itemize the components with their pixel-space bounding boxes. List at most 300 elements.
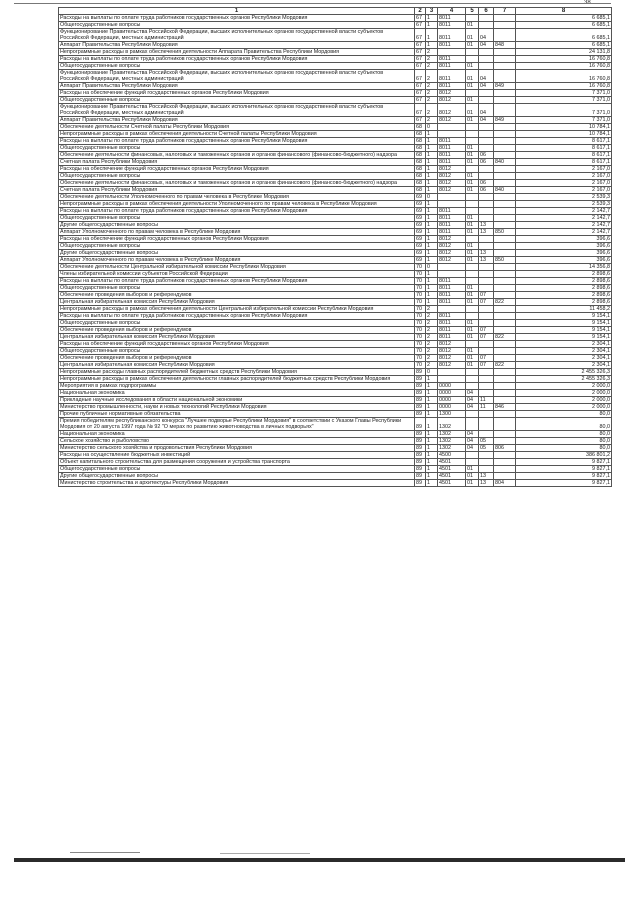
table-cell-col-4: 8012	[438, 355, 466, 362]
table-cell-col-2: 67	[415, 97, 426, 104]
table-cell-col-6: 07	[479, 292, 494, 299]
table-cell-col-2: 67	[415, 42, 426, 49]
table-cell-col-8: 2 455 326,3	[516, 376, 612, 383]
table-cell-col-3: 1	[426, 452, 438, 459]
table-cell-col-1: Общегосударственные вопросы	[59, 63, 415, 70]
table-cell-col-5: 04	[466, 390, 479, 397]
table-cell-col-6: 05	[479, 438, 494, 445]
table-cell-col-7	[494, 292, 516, 299]
table-cell-col-4: 8012	[438, 90, 466, 97]
table-cell-col-3: 2	[426, 49, 438, 56]
table-cell-col-2: 67	[415, 15, 426, 22]
table-cell-col-6	[479, 243, 494, 250]
table-cell-col-1: Мероприятия в рамках подпрограммы	[59, 383, 415, 390]
table-row	[59, 355, 612, 362]
table-cell-col-3: 1	[426, 431, 438, 438]
table-cell-col-6	[479, 466, 494, 473]
table-cell-col-5: 04	[466, 397, 479, 404]
table-cell-col-5	[466, 278, 479, 285]
table-cell-col-4: 8011	[438, 292, 466, 299]
table-cell-col-3: 2	[426, 320, 438, 327]
table-cell-col-1: Центральная избирательная комиссия Республики Мордовия	[59, 334, 415, 341]
table-cell-col-8: 386 801,2	[516, 452, 612, 459]
table-cell-col-6: 11	[479, 404, 494, 411]
table-cell-col-1: Общегосударственные вопросы	[59, 145, 415, 152]
table-cell-col-4: 8011	[438, 229, 466, 236]
table-cell-col-3: 1	[426, 383, 438, 390]
table-cell-col-1: Счетная палата Республики Мордовия	[59, 159, 415, 166]
table-cell-col-7: 848	[494, 42, 516, 49]
table-cell-col-7	[494, 313, 516, 320]
table-cell-col-5	[466, 264, 479, 271]
table-row	[59, 97, 612, 104]
table-cell-col-5: 01	[466, 104, 479, 117]
table-cell-col-6: 05	[479, 445, 494, 452]
table-cell-col-8: 8 617,1	[516, 152, 612, 159]
table-cell-col-5: 04	[466, 445, 479, 452]
table-cell-col-6: 04	[479, 29, 494, 42]
table-cell-col-3: 2	[426, 70, 438, 83]
table-cell-col-8: 24 131,8	[516, 49, 612, 56]
table-cell-col-1: Обеспечение проведения выборов и референдумов	[59, 355, 415, 362]
table-cell-col-4	[438, 201, 466, 208]
table-cell-col-5: 01	[466, 327, 479, 334]
table-cell-col-1: Общегосударственные вопросы	[59, 348, 415, 355]
table-cell-col-1: Министерство строительства и архитектуры Республики Мордовия	[59, 480, 415, 487]
table-cell-col-6	[479, 201, 494, 208]
table-cell-col-4: 8012	[438, 180, 466, 187]
table-cell-col-6: 13	[479, 250, 494, 257]
table-cell-col-3: 1	[426, 229, 438, 236]
table-cell-col-6	[479, 124, 494, 131]
table-cell-col-8: 2 455 326,3	[516, 369, 612, 376]
table-body	[59, 15, 612, 487]
table-cell-col-2: 69	[415, 208, 426, 215]
table-row	[59, 201, 612, 208]
table-cell-col-7	[494, 29, 516, 42]
table-cell-col-2: 68	[415, 124, 426, 131]
table-cell-col-3: 2	[426, 355, 438, 362]
table-row	[59, 56, 612, 63]
table-cell-col-7: 849	[494, 117, 516, 124]
table-cell-col-1: Национальная экономика	[59, 390, 415, 397]
table-cell-col-5: 01	[466, 229, 479, 236]
table-cell-col-4	[438, 376, 466, 383]
table-cell-col-6: 06	[479, 187, 494, 194]
table-cell-col-4: 8011	[438, 152, 466, 159]
table-cell-col-4: 1302	[438, 438, 466, 445]
table-cell-col-4: 8011	[438, 42, 466, 49]
header-col-2: 2	[415, 8, 426, 15]
table-cell-col-8: 2 898,6	[516, 285, 612, 292]
table-cell-col-1: Обеспечение проведения выборов и референдумов	[59, 292, 415, 299]
table-cell-col-8: 7 371,0	[516, 117, 612, 124]
table-cell-col-8: 7 371,0	[516, 90, 612, 97]
table-cell-col-4: 1302	[438, 445, 466, 452]
table-cell-col-6	[479, 320, 494, 327]
table-cell-col-5: 01	[466, 22, 479, 29]
table-cell-col-6	[479, 369, 494, 376]
table-cell-col-1: Общегосударственные вопросы	[59, 215, 415, 222]
table-cell-col-7	[494, 180, 516, 187]
table-cell-col-7: 806	[494, 445, 516, 452]
table-cell-col-3: 2	[426, 97, 438, 104]
table-cell-col-4: 4501	[438, 459, 466, 466]
table-cell-col-5	[466, 194, 479, 201]
header-col-1: 1	[59, 8, 415, 15]
table-cell-col-2: 68	[415, 180, 426, 187]
table-cell-col-4: 8011	[438, 70, 466, 83]
table-cell-col-7	[494, 383, 516, 390]
table-cell-col-4	[438, 131, 466, 138]
table-cell-col-1: Расходы на обеспечение функций государственных органов Республики Мордовия	[59, 236, 415, 243]
table-cell-col-4: 8012	[438, 187, 466, 194]
table-row	[59, 42, 612, 49]
table-cell-col-6	[479, 411, 494, 418]
table-cell-col-2: 69	[415, 243, 426, 250]
table-cell-col-2: 67	[415, 29, 426, 42]
table-cell-col-8: 8 617,1	[516, 138, 612, 145]
table-cell-col-3: 1	[426, 445, 438, 452]
table-cell-col-5: 01	[466, 355, 479, 362]
table-cell-col-3: 1	[426, 418, 438, 431]
table-cell-col-8: 10 784,1	[516, 131, 612, 138]
table-cell-col-6	[479, 49, 494, 56]
table-cell-col-2: 89	[415, 431, 426, 438]
table-cell-col-7: 840	[494, 159, 516, 166]
table-cell-col-3: 1	[426, 131, 438, 138]
table-cell-col-8: 80,0	[516, 438, 612, 445]
table-row	[59, 83, 612, 90]
table-cell-col-2: 89	[415, 369, 426, 376]
table-cell-col-2: 69	[415, 236, 426, 243]
table-cell-col-8: 9 827,1	[516, 459, 612, 466]
table-cell-col-2: 67	[415, 22, 426, 29]
table-row	[59, 215, 612, 222]
table-cell-col-8: 9 154,1	[516, 313, 612, 320]
table-cell-col-2: 89	[415, 438, 426, 445]
table-cell-col-6	[479, 97, 494, 104]
table-cell-col-1: Расходы на выплаты по оплате труда работников государственных органов Республики Мордовия	[59, 208, 415, 215]
table-cell-col-4: 8012	[438, 341, 466, 348]
table-cell-col-2: 89	[415, 376, 426, 383]
table-cell-col-2: 69	[415, 222, 426, 229]
table-cell-col-7	[494, 459, 516, 466]
table-row	[59, 29, 612, 42]
table-cell-col-8: 16 760,8	[516, 56, 612, 63]
table-cell-col-2: 69	[415, 257, 426, 264]
table-cell-col-8: 2 898,6	[516, 292, 612, 299]
table-cell-col-6	[479, 313, 494, 320]
table-cell-col-2: 70	[415, 362, 426, 369]
table-cell-col-6	[479, 278, 494, 285]
table-row	[59, 285, 612, 292]
table-row	[59, 180, 612, 187]
table-cell-col-8: 2 000,0	[516, 383, 612, 390]
table-cell-col-3: 1	[426, 292, 438, 299]
table-cell-col-1: Общегосударственные вопросы	[59, 285, 415, 292]
header-col-3: 3	[426, 8, 438, 15]
table-cell-col-6: 06	[479, 180, 494, 187]
table-cell-col-5	[466, 452, 479, 459]
table-cell-col-5: 01	[466, 362, 479, 369]
table-cell-col-8: 396,6	[516, 236, 612, 243]
table-cell-col-3: 1	[426, 438, 438, 445]
table-row	[59, 63, 612, 70]
table-row	[59, 390, 612, 397]
table-cell-col-7	[494, 348, 516, 355]
table-cell-col-8: 2 898,6	[516, 271, 612, 278]
table-cell-col-3: 1	[426, 29, 438, 42]
table-cell-col-8: 2 304,1	[516, 348, 612, 355]
table-cell-col-8: 2 142,7	[516, 222, 612, 229]
table-cell-col-3: 0	[426, 264, 438, 271]
table-cell-col-2: 67	[415, 56, 426, 63]
table-cell-col-2: 68	[415, 152, 426, 159]
table-cell-col-7	[494, 271, 516, 278]
table-cell-col-4	[438, 271, 466, 278]
table-cell-col-5: 01	[466, 299, 479, 306]
table-cell-col-5: 04	[466, 431, 479, 438]
table-cell-col-4: 8012	[438, 166, 466, 173]
table-cell-col-1: Расходы на выплаты по оплате труда работников государственных органов Республики Мордовия	[59, 313, 415, 320]
table-cell-col-7	[494, 124, 516, 131]
table-cell-col-5: 01	[466, 180, 479, 187]
table-cell-col-2: 69	[415, 201, 426, 208]
table-cell-col-5: 01	[466, 222, 479, 229]
table-cell-col-5: 01	[466, 334, 479, 341]
table-row	[59, 341, 612, 348]
table-cell-col-2: 68	[415, 173, 426, 180]
table-cell-col-8: 14 356,8	[516, 264, 612, 271]
table-cell-col-5	[466, 90, 479, 97]
table-row	[59, 306, 612, 313]
table-cell-col-2: 70	[415, 285, 426, 292]
table-cell-col-8: 2 898,6	[516, 299, 612, 306]
table-cell-col-8: 2 304,1	[516, 341, 612, 348]
table-row	[59, 117, 612, 124]
table-row	[59, 250, 612, 257]
header-col-8: 8	[516, 8, 612, 15]
table-cell-col-1: Непрограммные расходы в рамках обеспечения деятельности Счетной палаты Республики Мордовия	[59, 131, 415, 138]
table-cell-col-6: 13	[479, 480, 494, 487]
table-cell-col-2: 68	[415, 166, 426, 173]
table-cell-col-7: 850	[494, 257, 516, 264]
table-cell-col-6: 06	[479, 159, 494, 166]
table-cell-col-2: 70	[415, 348, 426, 355]
table-cell-col-1: Прочие публичные нормативные обязательства	[59, 411, 415, 418]
table-cell-col-1: Премия победителям республиканского конкурса "Лучшее подворье Республики Мордовия" в соответствии с Указом Главы Республики Мордовия от 20 августа 1997 года № 92 "О мерах по развитию животноводства в личных подворьях"	[59, 418, 415, 431]
table-row	[59, 15, 612, 22]
table-row	[59, 292, 612, 299]
table-cell-col-5	[466, 341, 479, 348]
table-cell-col-1: Аппарат Правительства Республики Мордовия	[59, 83, 415, 90]
table-cell-col-1: Общегосударственные вопросы	[59, 243, 415, 250]
table-cell-col-6	[479, 63, 494, 70]
table-cell-col-3: 2	[426, 327, 438, 334]
table-cell-col-5: 01	[466, 152, 479, 159]
table-row	[59, 334, 612, 341]
table-cell-col-6	[479, 194, 494, 201]
table-cell-col-2: 89	[415, 466, 426, 473]
table-cell-col-2: 69	[415, 229, 426, 236]
table-cell-col-3: 1	[426, 22, 438, 29]
table-cell-col-1: Расходы на выплаты по оплате труда работников государственных органов Республики Мордовия	[59, 56, 415, 63]
table-row	[59, 49, 612, 56]
table-cell-col-7: 846	[494, 404, 516, 411]
table-cell-col-5	[466, 15, 479, 22]
table-cell-col-8: 80,0	[516, 445, 612, 452]
table-cell-col-2: 89	[415, 390, 426, 397]
table-cell-col-1: Функционирование Правительства Российской Федерации, высших исполнительных органов государственной власти субъектов Российской Федерации, местных администраций	[59, 104, 415, 117]
table-cell-col-8: 7 371,0	[516, 104, 612, 117]
table-cell-col-7	[494, 306, 516, 313]
table-cell-col-5: 01	[466, 473, 479, 480]
table-cell-col-3: 1	[426, 236, 438, 243]
table-cell-col-7	[494, 473, 516, 480]
table-cell-col-4: 4500	[438, 452, 466, 459]
table-cell-col-7: 822	[494, 362, 516, 369]
table-cell-col-2: 68	[415, 145, 426, 152]
table-row	[59, 222, 612, 229]
table-cell-col-4: 8011	[438, 215, 466, 222]
table-cell-col-2: 70	[415, 320, 426, 327]
table-cell-col-4	[438, 49, 466, 56]
table-cell-col-1: Аппарат Уполномоченного по правам человека в Республике Мордовия	[59, 257, 415, 264]
table-cell-col-1: Обеспечение деятельности финансовых, налоговых и таможенных органов и органов финансового (финансово-бюджетного) надзора	[59, 152, 415, 159]
table-cell-col-5	[466, 236, 479, 243]
table-cell-col-3: 2	[426, 341, 438, 348]
table-cell-col-8: 2 000,0	[516, 397, 612, 404]
table-cell-col-8: 8 617,1	[516, 145, 612, 152]
table-cell-col-7	[494, 355, 516, 362]
table-cell-col-7	[494, 145, 516, 152]
table-cell-col-3: 1	[426, 411, 438, 418]
table-cell-col-8: 80,0	[516, 431, 612, 438]
table-cell-col-2: 70	[415, 306, 426, 313]
table-cell-col-2: 70	[415, 292, 426, 299]
table-cell-col-5	[466, 131, 479, 138]
table-cell-col-6	[479, 145, 494, 152]
table-cell-col-6	[479, 166, 494, 173]
table-cell-col-6	[479, 15, 494, 22]
table-cell-col-6	[479, 390, 494, 397]
table-cell-col-3: 1	[426, 152, 438, 159]
table-cell-col-7	[494, 131, 516, 138]
table-cell-col-4: 8011	[438, 22, 466, 29]
table-cell-col-5	[466, 376, 479, 383]
table-cell-col-3: 1	[426, 208, 438, 215]
table-cell-col-1: Непрограммные расходы в рамках обеспечения деятельности Центральной избирательной комиссии Республики Мордовия	[59, 306, 415, 313]
table-cell-col-7	[494, 438, 516, 445]
table-cell-col-2: 89	[415, 397, 426, 404]
table-cell-col-3: 1	[426, 173, 438, 180]
table-cell-col-7	[494, 278, 516, 285]
table-cell-col-6	[479, 236, 494, 243]
table-cell-col-7	[494, 97, 516, 104]
table-cell-col-4: 8011	[438, 278, 466, 285]
table-cell-col-1: Аппарат Уполномоченного по правам человека в Республике Мордовия	[59, 229, 415, 236]
table-cell-col-2: 68	[415, 187, 426, 194]
table-cell-col-4: 0000	[438, 404, 466, 411]
table-cell-col-1: Министерство сельского хозяйства и продовольствия Республики Мордовия	[59, 445, 415, 452]
table-cell-col-3: 2	[426, 306, 438, 313]
table-cell-col-4: 0000	[438, 397, 466, 404]
table-cell-col-4: 8012	[438, 243, 466, 250]
table-cell-col-8: 10 784,1	[516, 124, 612, 131]
table-cell-col-4: 8012	[438, 173, 466, 180]
table-cell-col-6	[479, 56, 494, 63]
table-cell-col-2: 89	[415, 404, 426, 411]
table-cell-col-5: 01	[466, 70, 479, 83]
table-cell-col-1: Министерство промышленности, науки и новых технологий Республики Мордовия	[59, 404, 415, 411]
table-cell-col-7	[494, 194, 516, 201]
table-cell-col-7: 804	[494, 480, 516, 487]
table-cell-col-1: Члены избирательной комиссии субъектов Российской Федерации	[59, 271, 415, 278]
table-cell-col-3: 1	[426, 222, 438, 229]
table-row	[59, 459, 612, 466]
table-cell-col-1: Расходы на обеспечение функций государственных органов Республики Мордовия	[59, 90, 415, 97]
table-row	[59, 131, 612, 138]
table-cell-col-2: 70	[415, 264, 426, 271]
table-cell-col-8: 2 167,0	[516, 187, 612, 194]
table-cell-col-1: Непрограммные расходы в рамках обеспечения деятельности Уполномоченного по правам человека в Республике Мордовия	[59, 201, 415, 208]
table-cell-col-2: 67	[415, 49, 426, 56]
table-row	[59, 271, 612, 278]
table-cell-col-8: 2 539,3	[516, 194, 612, 201]
table-cell-col-7	[494, 243, 516, 250]
table-row	[59, 22, 612, 29]
table-cell-col-6	[479, 431, 494, 438]
table-cell-col-3: 2	[426, 334, 438, 341]
table-row	[59, 445, 612, 452]
table-cell-col-1: Объект капитального строительства для размещения сооружения и устройства транспорта	[59, 459, 415, 466]
table-cell-col-1: Обеспечение деятельности финансовых, налоговых и таможенных органов и органов финансового (финансово-бюджетного) надзора	[59, 180, 415, 187]
table-cell-col-2: 67	[415, 90, 426, 97]
table-cell-col-7	[494, 452, 516, 459]
table-cell-col-4: 8012	[438, 257, 466, 264]
page-number: 38	[584, 0, 591, 6]
table-cell-col-7	[494, 327, 516, 334]
table-cell-col-6: 13	[479, 257, 494, 264]
table-cell-col-4: 4501	[438, 473, 466, 480]
table-cell-col-2: 70	[415, 334, 426, 341]
table-cell-col-8: 9 827,1	[516, 473, 612, 480]
table-cell-col-1: Обеспечение деятельности Уполномоченного по правам человека в Республике Мордовия	[59, 194, 415, 201]
table-cell-col-2: 89	[415, 452, 426, 459]
table-cell-col-1: Общегосударственные вопросы	[59, 173, 415, 180]
table-cell-col-6	[479, 271, 494, 278]
table-cell-col-5	[466, 369, 479, 376]
table-row	[59, 327, 612, 334]
table-cell-col-6: 07	[479, 334, 494, 341]
table-cell-col-6: 04	[479, 117, 494, 124]
table-cell-col-5: 01	[466, 257, 479, 264]
table-cell-col-8: 9 827,1	[516, 466, 612, 473]
table-cell-col-4: 8011	[438, 299, 466, 306]
table-cell-col-4	[438, 124, 466, 131]
table-cell-col-4	[438, 264, 466, 271]
table-cell-col-1: Другие общегосударственные вопросы	[59, 473, 415, 480]
table-cell-col-2: 68	[415, 138, 426, 145]
table-cell-col-4: 0000	[438, 383, 466, 390]
table-cell-col-3: 1	[426, 215, 438, 222]
table-cell-col-7	[494, 152, 516, 159]
table-row	[59, 159, 612, 166]
table-cell-col-8: 2 142,7	[516, 229, 612, 236]
header-col-6: 6	[479, 8, 494, 15]
table-cell-col-3: 1	[426, 376, 438, 383]
